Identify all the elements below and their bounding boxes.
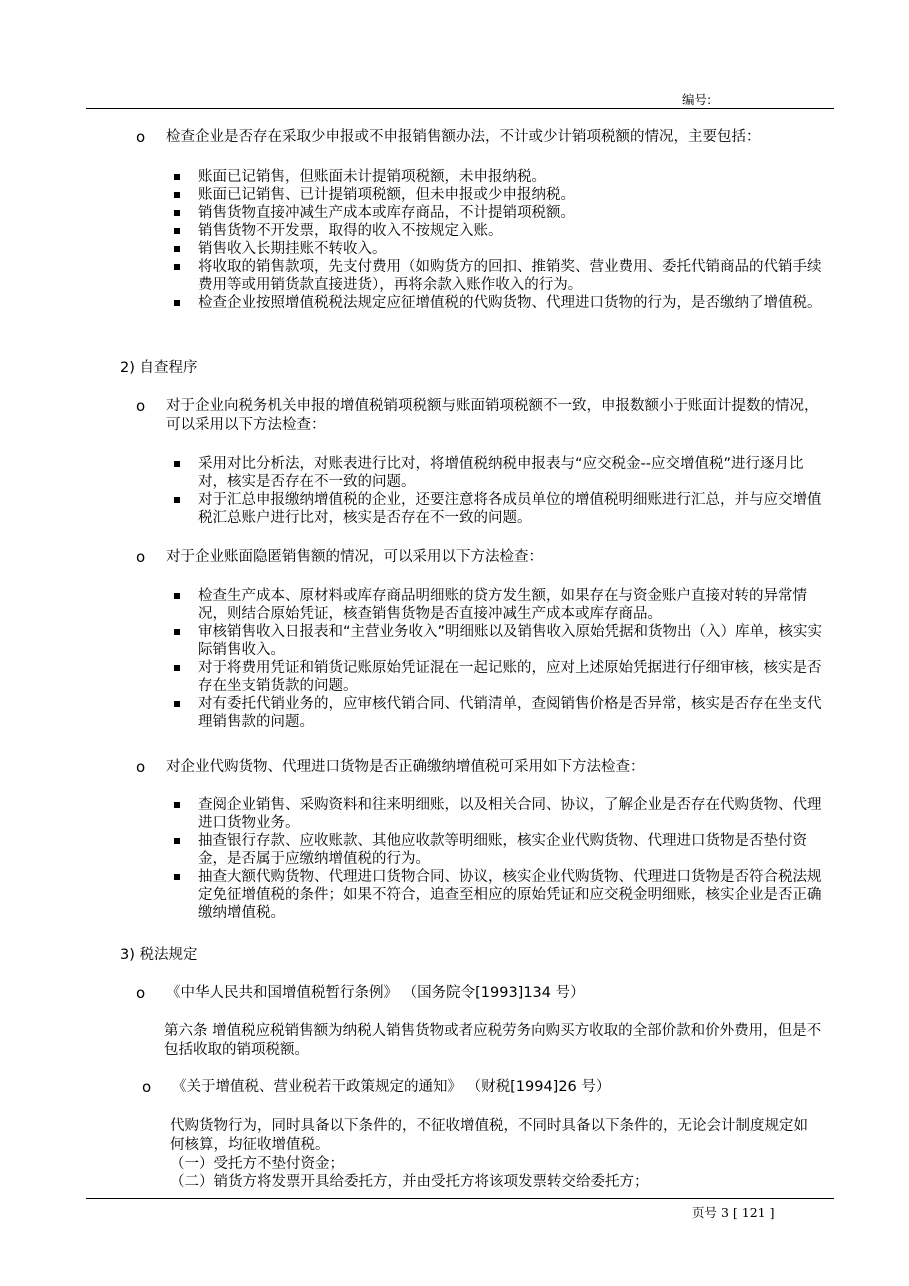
section2-group1-intro-item — [136, 397, 826, 435]
circle-bullet-icon: o — [136, 397, 146, 415]
footer-rule — [86, 1198, 834, 1199]
law2-line1: （一）受托方不垫付资金； — [170, 1156, 344, 1172]
law2-line2: （二）销货方将发票开具给委托方，并由受托方将该项发票转交给委托方； — [170, 1174, 649, 1190]
list-item: 检查生产成本、原材料或库存商品明细账的贷方发生额，如果存在与资金账户直接对转的异常情况，则结合原始凭证，核查销售货物是否直接冲减生产成本或库存商品。 — [170, 587, 826, 623]
list-item: 审核销售收入日报表和“主营业务收入”明细账以及销售收入原始凭据和货物出（入）库单，核实实际销售收入。 — [170, 623, 826, 659]
header-rule — [86, 108, 834, 109]
list-item: 销售货物不开发票，取得的收入不按规定入账。 — [170, 222, 826, 240]
section1-intro-item — [136, 128, 836, 147]
list-item: 账面已记销售、已计提销项税额，但未申报或少申报纳税。 — [170, 186, 826, 204]
circle-bullet-icon: o — [136, 758, 146, 776]
section3-heading: 3) 税法规定 — [120, 947, 198, 963]
circle-bullet-icon: o — [136, 984, 146, 1002]
list-item: 抽查大额代购货物、代理进口货物合同、协议，核实企业代购货物、代理进口货物是否符合税法规定免征增值税的条件；如果不符合，追查至相应的原始凭证和应交税金明细账，核实企业是否正确缴纳增值税。 — [170, 868, 826, 922]
law2-title-item — [142, 1078, 832, 1097]
law1-body: 第六条 增值税应税销售额为纳税人销售货物或者应税劳务向购买方收取的全部价款和价外费用，但是不包括收取的销项税额。 — [164, 1023, 822, 1058]
circle-bullet-icon: o — [136, 128, 146, 146]
list-item: 对有委托代销业务的，应审核代销合同、代销清单，查阅销售价格是否异常，核实是否存在坐支代理销售款的问题。 — [170, 695, 826, 731]
law1-title: 《中华人民共和国增值税暂行条例》 （国务院令[1993]134 号） — [166, 985, 585, 1001]
serial-number-label: 编号: — [682, 92, 712, 107]
list-item: 抽查银行存款、应收账款、其他应收款等明细账，核实企业代购货物、代理进口货物是否垫付资金，是否属于应缴纳增值税的行为。 — [170, 832, 826, 868]
section2-group3-list — [170, 796, 826, 922]
law2-title: 《关于增值税、营业税若干政策规定的通知》 （财税[1994]26 号） — [172, 1079, 611, 1095]
circle-bullet-icon: o — [136, 548, 146, 566]
list-item: 账面已记销售，但账面未计提销项税额，未申报纳税。 — [170, 168, 826, 186]
section1-intro-text: 检查企业是否存在采取少申报或不申报销售额办法，不计或少计销项税额的情况，主要包括： — [166, 129, 761, 145]
section2-group1-intro-text: 对于企业向税务机关申报的增值税销项税额与账面销项税额不一致，申报数额小于账面计提数的情况，可以采用以下方法检查： — [166, 398, 819, 433]
list-item: 检查企业按照增值税税法规定应征增值税的代购货物、代理进口货物的行为，是否缴纳了增值税。 — [170, 294, 826, 312]
section2-heading: 2) 自查程序 — [120, 360, 198, 376]
list-item: 对于汇总申报缴纳增值税的企业，还要注意将各成员单位的增值税明细账进行汇总，并与应交增值税汇总账户进行比对，核实是否存在不一致的问题。 — [170, 491, 826, 527]
list-item: 采用对比分析法，对账表进行比对，将增值税纳税申报表与“应交税金--应交增值税”进行逐月比对，核实是否存在不一致的问题。 — [170, 455, 826, 491]
list-item: 对于将费用凭证和销货记账原始凭证混在一起记账的，应对上述原始凭据进行仔细审核，核实是否存在坐支销货款的问题。 — [170, 659, 826, 695]
list-item: 销售货物直接冲减生产成本或库存商品，不计提销项税额。 — [170, 204, 826, 222]
page-number: 页号 3 [ 121 ] — [692, 1205, 775, 1220]
list-item: 将收取的销售款项，先支付费用（如购货方的回扣、推销奖、营业费用、委托代销商品的代销手续费用等或用销货款直接进货），再将余款入账作收入的行为。 — [170, 258, 826, 294]
list-item: 查阅企业销售、采购资料和往来明细账，以及相关合同、协议，了解企业是否存在代购货物、代理进口货物业务。 — [170, 796, 826, 832]
section2-group3-intro-text: 对企业代购货物、代理进口货物是否正确缴纳增值税可采用如下方法检查： — [166, 759, 645, 775]
section1-list — [170, 168, 826, 312]
section2-group2-intro-item — [136, 548, 826, 567]
circle-bullet-icon: o — [142, 1078, 152, 1096]
section2-group2-list — [170, 587, 826, 731]
section2-group2-intro-text: 对于企业账面隐匿销售额的情况，可以采用以下方法检查： — [166, 549, 543, 565]
law2-body: 代购货物行为，同时具备以下条件的，不征收增值税，不同时具备以下条件的，无论会计制度规定如何核算，均征收增值税。 — [170, 1118, 808, 1153]
section2-group1-list — [170, 455, 826, 527]
law1-title-item — [136, 984, 826, 1003]
list-item: 销售收入长期挂账不转收入。 — [170, 240, 826, 258]
section2-group3-intro-item — [136, 758, 826, 777]
